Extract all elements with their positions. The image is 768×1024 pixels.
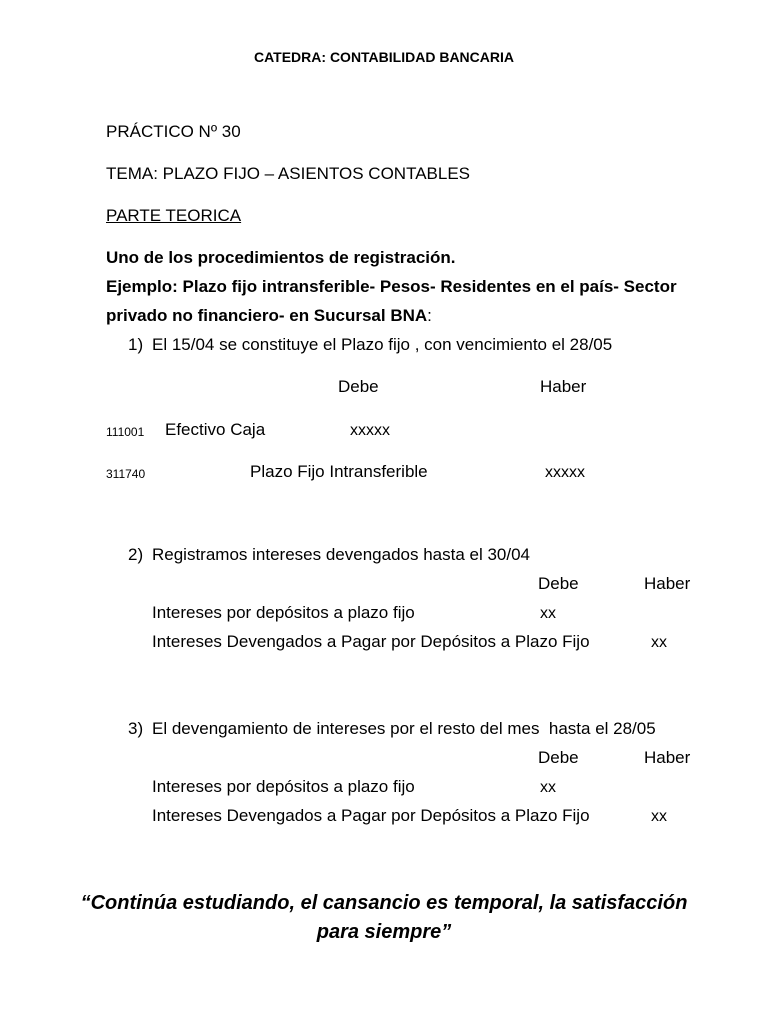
step-3-number: 3) [128, 719, 144, 738]
intro-line-3-suffix: : [427, 306, 432, 325]
intro-line-3-text: privado no financiero- en Sucursal BNA [106, 306, 428, 325]
account-name: Intereses por depósitos a plazo fijo [152, 777, 415, 796]
closing-quote-line-1: “Continúa estudiando, el cansancio es temporal, la satisfacción [80, 892, 688, 914]
step-2-haber-header: Haber [644, 574, 691, 593]
intro-line-2: Ejemplo: Plazo fijo intransferible- Pesos- Residentes en el país- Sector [106, 277, 677, 296]
step-1-haber-header: Haber [540, 377, 587, 396]
account-code: 111001 [106, 425, 145, 439]
credit-amount: xx [651, 808, 667, 825]
document-header: CATEDRA: CONTABILIDAD BANCARIA [253, 49, 514, 65]
practice-title: PRÁCTICO Nº 30 [106, 122, 241, 141]
account-name: Efectivo Caja [165, 420, 266, 439]
step-1-number: 1) [128, 335, 144, 354]
step-2-text: Registramos intereses devengados hasta el 30/04 [152, 545, 531, 564]
step-3-debe-header: Debe [538, 748, 579, 767]
step-2-number: 2) [128, 545, 144, 564]
debit-amount: xx [540, 779, 556, 796]
section-title: PARTE TEORICA [106, 206, 242, 225]
step-2-debe-header: Debe [538, 574, 579, 593]
intro-line-3 [106, 306, 432, 326]
closing-quote-line-2: para siempre” [316, 921, 452, 943]
credit-amount: xx [651, 634, 667, 651]
step-1-debe-header: Debe [338, 377, 379, 396]
account-name: Intereses por depósitos a plazo fijo [152, 603, 415, 622]
debit-amount: xxxxx [350, 422, 390, 439]
topic-title: TEMA: PLAZO FIJO – ASIENTOS CONTABLES [106, 164, 471, 183]
credit-amount: xxxxx [545, 464, 585, 481]
account-name: Intereses Devengados a Pagar por Depósitos a Plazo Fijo [152, 806, 590, 825]
debit-amount: xx [540, 605, 556, 622]
account-name: Plazo Fijo Intransferible [250, 462, 428, 481]
account-name: Intereses Devengados a Pagar por Depósitos a Plazo Fijo [152, 632, 590, 651]
step-3-haber-header: Haber [644, 748, 691, 767]
intro-line-1: Uno de los procedimientos de registración. [106, 248, 456, 267]
step-1-text: El 15/04 se constituye el Plazo fijo , con vencimiento el 28/05 [152, 335, 613, 354]
step-3-text: El devengamiento de intereses por el resto del mes hasta el 28/05 [152, 719, 656, 738]
account-code: 311740 [106, 467, 146, 481]
